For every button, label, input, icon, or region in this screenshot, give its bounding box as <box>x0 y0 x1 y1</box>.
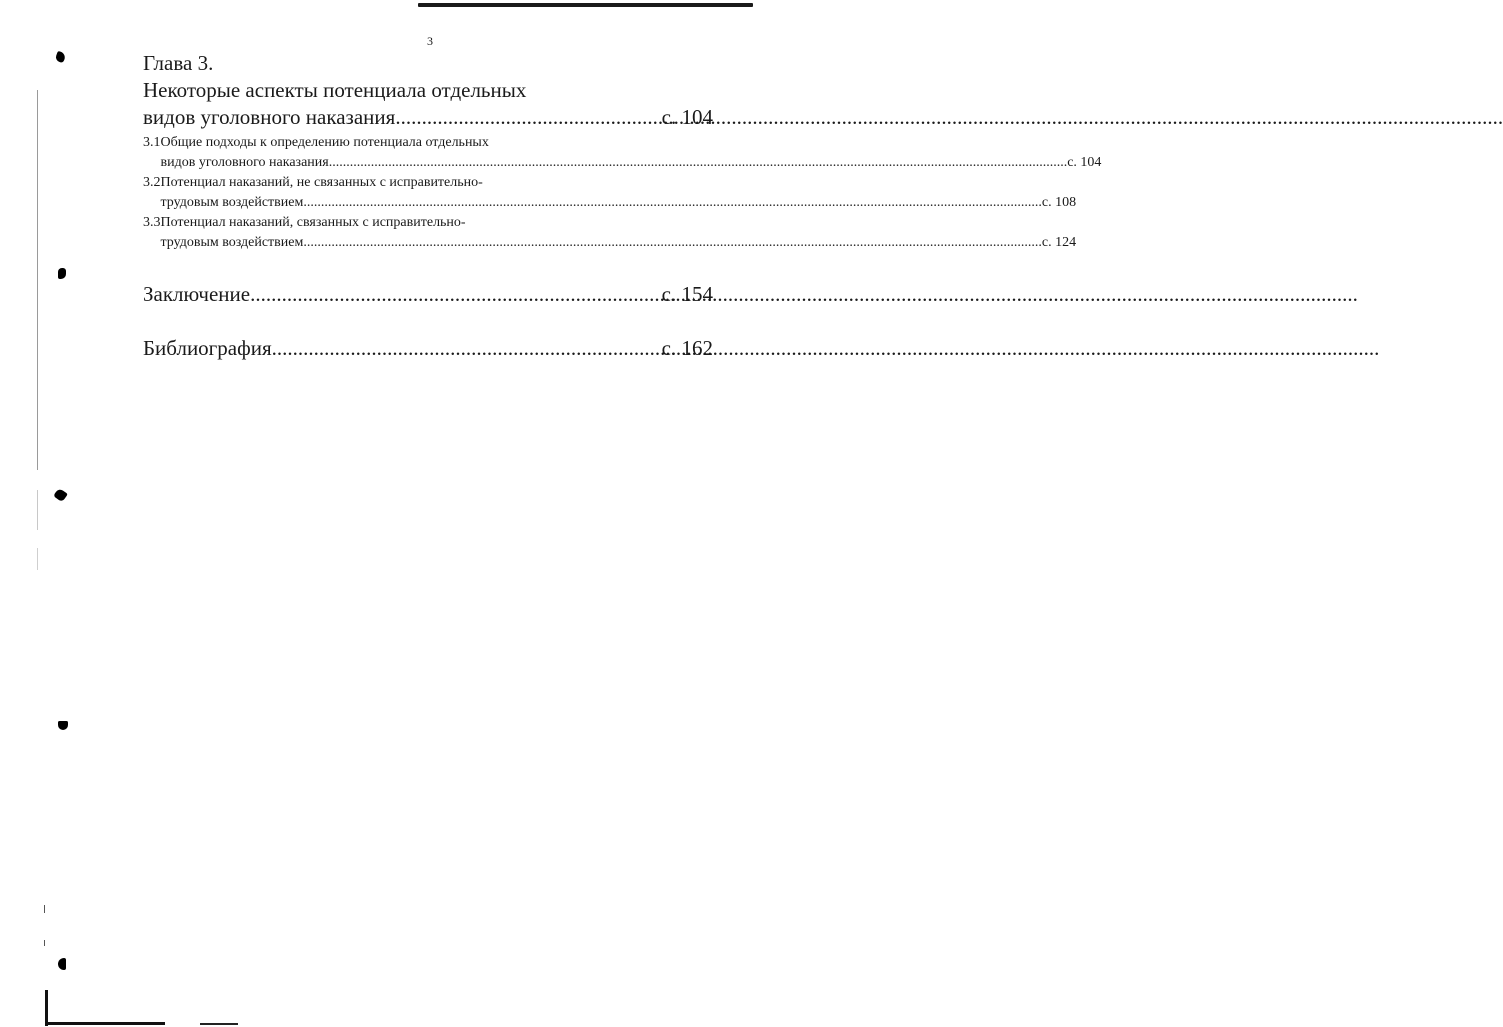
punch-hole-mark <box>58 268 66 279</box>
section-entry[interactable] <box>143 213 1077 253</box>
page-number: 3 <box>427 34 433 48</box>
conclusion-label: Заключение <box>143 282 251 306</box>
section-number: 3.3 <box>143 215 161 230</box>
section-title-line2: трудовым воздействием <box>160 235 304 250</box>
section-title-line1: Общие подходы к определению потенциала отдельных <box>160 135 489 150</box>
scan-left-rule-faint-2 <box>37 548 38 570</box>
punch-hole-mark <box>55 51 67 63</box>
section-entry[interactable] <box>143 133 1102 173</box>
dot-leader <box>329 153 1068 173</box>
section-title-line1: Потенциал наказаний, связанных с исправительно- <box>160 215 466 230</box>
section-page: с. 104 <box>1067 155 1102 170</box>
chapter-title-line1: Некоторые аспекты потенциала отдельных <box>143 78 527 102</box>
scan-left-rule <box>37 90 38 470</box>
dot-leader <box>395 104 661 131</box>
chapter-title-line2: видов уголовного наказания <box>143 105 396 129</box>
punch-hole-mark <box>58 721 68 730</box>
table-of-contents <box>143 50 1102 253</box>
section-title-line2: трудовым воздействием <box>160 195 304 210</box>
bibliography-entry[interactable] <box>143 335 713 362</box>
conclusion-entry[interactable] <box>143 281 713 308</box>
section-number: 3.1 <box>143 135 161 150</box>
section-title-line2: видов уголовного наказания <box>160 155 329 170</box>
section-title-line1: Потенциал наказаний, не связанных с исправительно- <box>160 175 483 190</box>
chapter-label: Глава 3. <box>143 51 214 75</box>
bibliography-label: Библиография <box>143 336 272 360</box>
bibliography-page: с. 162 <box>661 336 713 360</box>
scan-top-rule <box>418 3 753 7</box>
punch-hole-mark <box>58 958 66 970</box>
scan-tick <box>44 905 45 913</box>
section-number: 3.2 <box>143 175 161 190</box>
section-entry[interactable] <box>143 173 1077 213</box>
punch-hole-mark <box>53 488 68 503</box>
scan-bottom-mark <box>200 1023 238 1025</box>
scan-corner-horizontal <box>45 1022 165 1025</box>
scan-tick <box>44 940 45 946</box>
chapter-page: с. 104 <box>661 105 713 129</box>
dot-leader <box>303 193 1042 213</box>
section-page: с. 108 <box>1041 195 1077 210</box>
scan-corner-vertical <box>45 990 48 1026</box>
dot-leader <box>303 233 1042 253</box>
chapter-entry[interactable] <box>143 104 713 131</box>
section-page: с. 124 <box>1041 235 1077 250</box>
conclusion-page: с. 154 <box>661 282 713 306</box>
dot-leader <box>250 281 662 308</box>
scan-left-rule-faint <box>37 490 38 530</box>
dot-leader <box>272 335 662 362</box>
